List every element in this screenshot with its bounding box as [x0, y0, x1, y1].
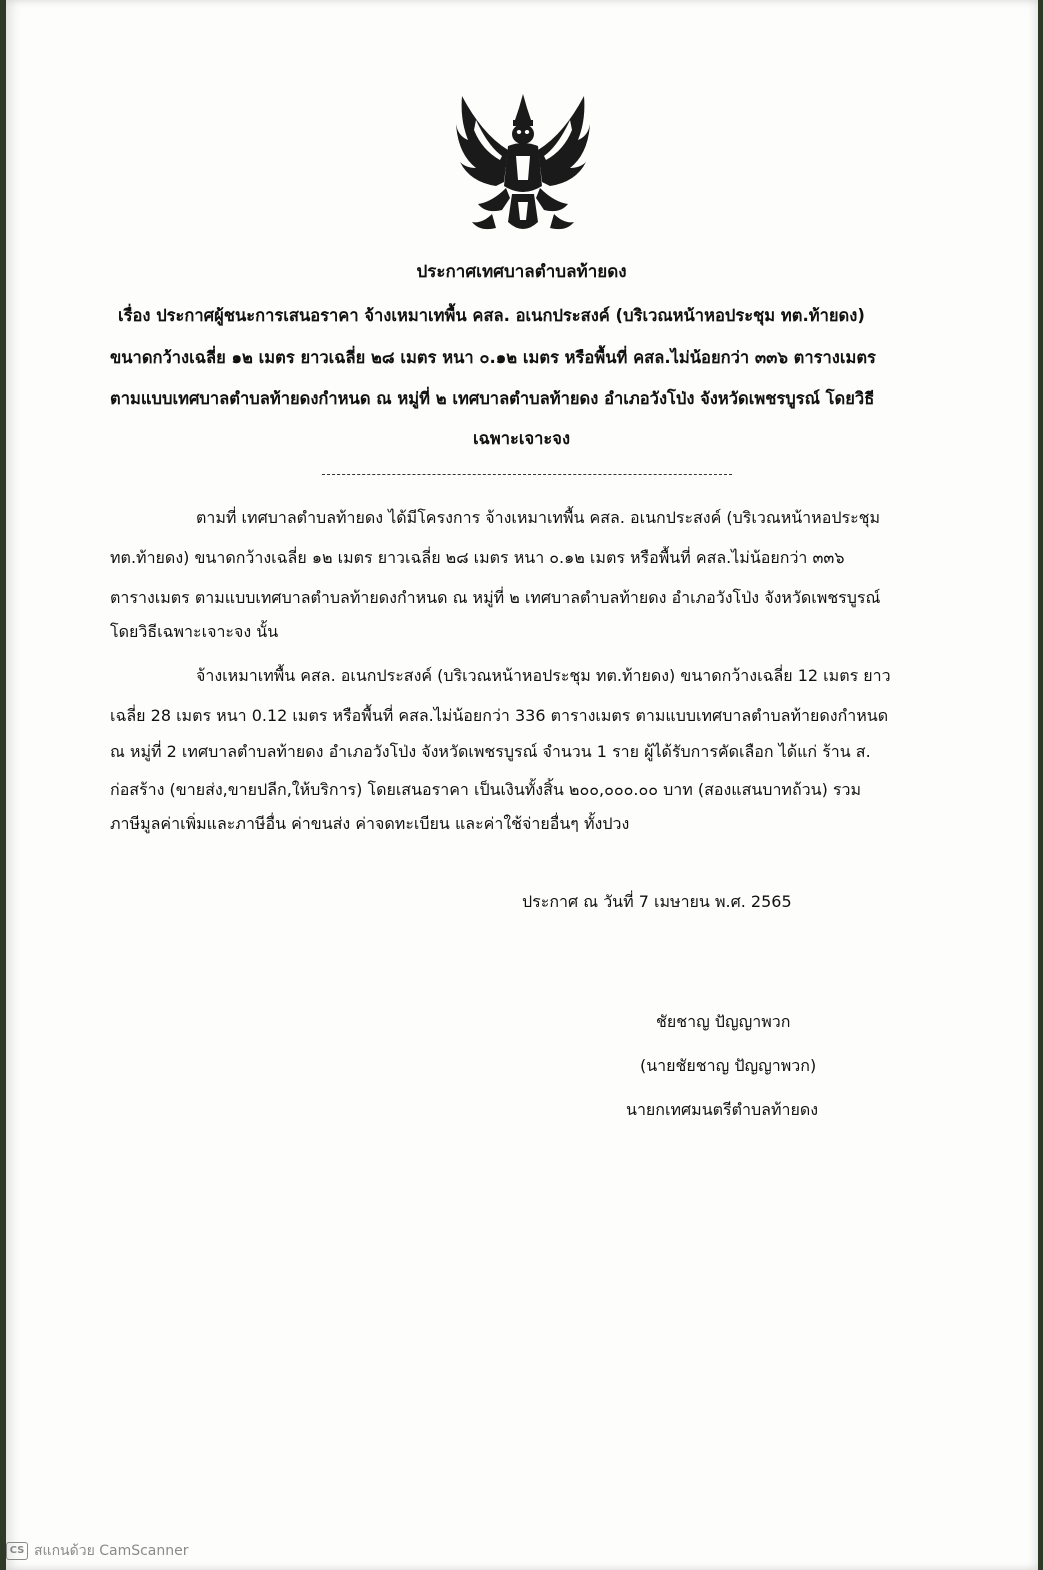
subject-line: เฉพาะเจาะจง [472, 429, 571, 448]
announcement-title: ประกาศเทศบาลตำบลท้ายดง [416, 262, 627, 282]
paragraph-2-line: ก่อสร้าง (ขายส่ง,ขายปลีก,ให้บริการ) โดยเสนอราคา เป็นเงินทั้งสิ้น ๒๐๐,๐๐๐.๐๐ บาท (สองแสนบาทถ้วน) รวม [110, 780, 862, 799]
subject-line: ตามแบบเทศบาลตำบลท้ายดงกำหนด ณ หมู่ที่ ๒ เทศบาลตำบลท้ายดง อำเภอวังโป่ง จังหวัดเพชรบูรณ์ โดยวิธี [110, 389, 875, 408]
camscanner-logo-icon: CS [6, 1542, 28, 1560]
paragraph-2-line: จ้างเหมาเทพื้น คสล. อเนกประสงค์ (บริเวณหน้าหอประชุม ทต.ท้ายดง) ขนาดกว้างเฉลี่ย 12 เมตร ยาว [196, 666, 891, 685]
paragraph-2-line: เฉลี่ย 28 เมตร หนา 0.12 เมตร หรือพื้นที่ คสล.ไม่น้อยกว่า 336 ตารางเมตร ตามแบบเทศบาลตำบลท้ายดงกำหนด [110, 706, 889, 725]
signatory-printed-name: (นายชัยชาญ ปัญญาพวก) [640, 1056, 817, 1075]
subject-line: ขนาดกว้างเฉลี่ย ๑๒ เมตร ยาวเฉลี่ย ๒๘ เมตร หนา ๐.๑๒ เมตร หรือพื้นที่ คสล.ไม่น้อยกว่า ๓๓๖ ตารางเมตร [110, 348, 876, 367]
announcement-date: ประกาศ ณ วันที่ 7 เมษายน พ.ศ. 2565 [522, 892, 792, 911]
camscanner-watermark [6, 1540, 189, 1562]
paragraph-1-line: โดยวิธีเฉพาะเจาะจง นั้น [110, 622, 279, 641]
paragraph-2-line: ณ หมู่ที่ 2 เทศบาลตำบลท้ายดง อำเภอวังโป่ง จังหวัดเพชรบูรณ์ จำนวน 1 ราย ผู้ได้รับการคัดเลือก ได้แก่ ร้าน ส. [110, 742, 871, 761]
paragraph-2-line: ภาษีมูลค่าเพิ่มและภาษีอื่น ค่าขนส่ง ค่าจดทะเบียน และค่าใช้จ่ายอื่นๆ ทั้งปวง [110, 814, 630, 833]
paragraph-1-line: ตารางเมตร ตามแบบเทศบาลตำบลท้ายดงกำหนด ณ หมู่ที่ ๒ เทศบาลตำบลท้ายดง อำเภอวังโป่ง จังหวัดเพชรบูรณ์ [110, 588, 881, 607]
subject-line: เรื่อง ประกาศผู้ชนะการเสนอราคา จ้างเหมาเทพื้น คสล. อเนกประสงค์ (บริเวณหน้าหอประชุม ทต.ท้ายดง) [118, 306, 865, 325]
signature-name: ชัยชาญ ปัญญาพวก [656, 1012, 791, 1031]
camscanner-text: สแกนด้วย CamScanner [34, 1543, 189, 1559]
paragraph-1-line: ทต.ท้ายดง) ขนาดกว้างเฉลี่ย ๑๒ เมตร ยาวเฉลี่ย ๒๘ เมตร หนา ๐.๑๒ เมตร หรือพื้นที่ คสล.ไม่น้อยกว่า ๓๓๖ [110, 548, 845, 567]
garuda-emblem-icon [452, 90, 594, 240]
signatory-position: นายกเทศมนตรีตำบลท้ายดง [626, 1100, 819, 1119]
separator-line [322, 474, 732, 475]
paragraph-1-line: ตามที่ เทศบาลตำบลท้ายดง ได้มีโครงการ จ้างเหมาเทพื้น คสล. อเนกประสงค์ (บริเวณหน้าหอประชุม [196, 508, 881, 527]
